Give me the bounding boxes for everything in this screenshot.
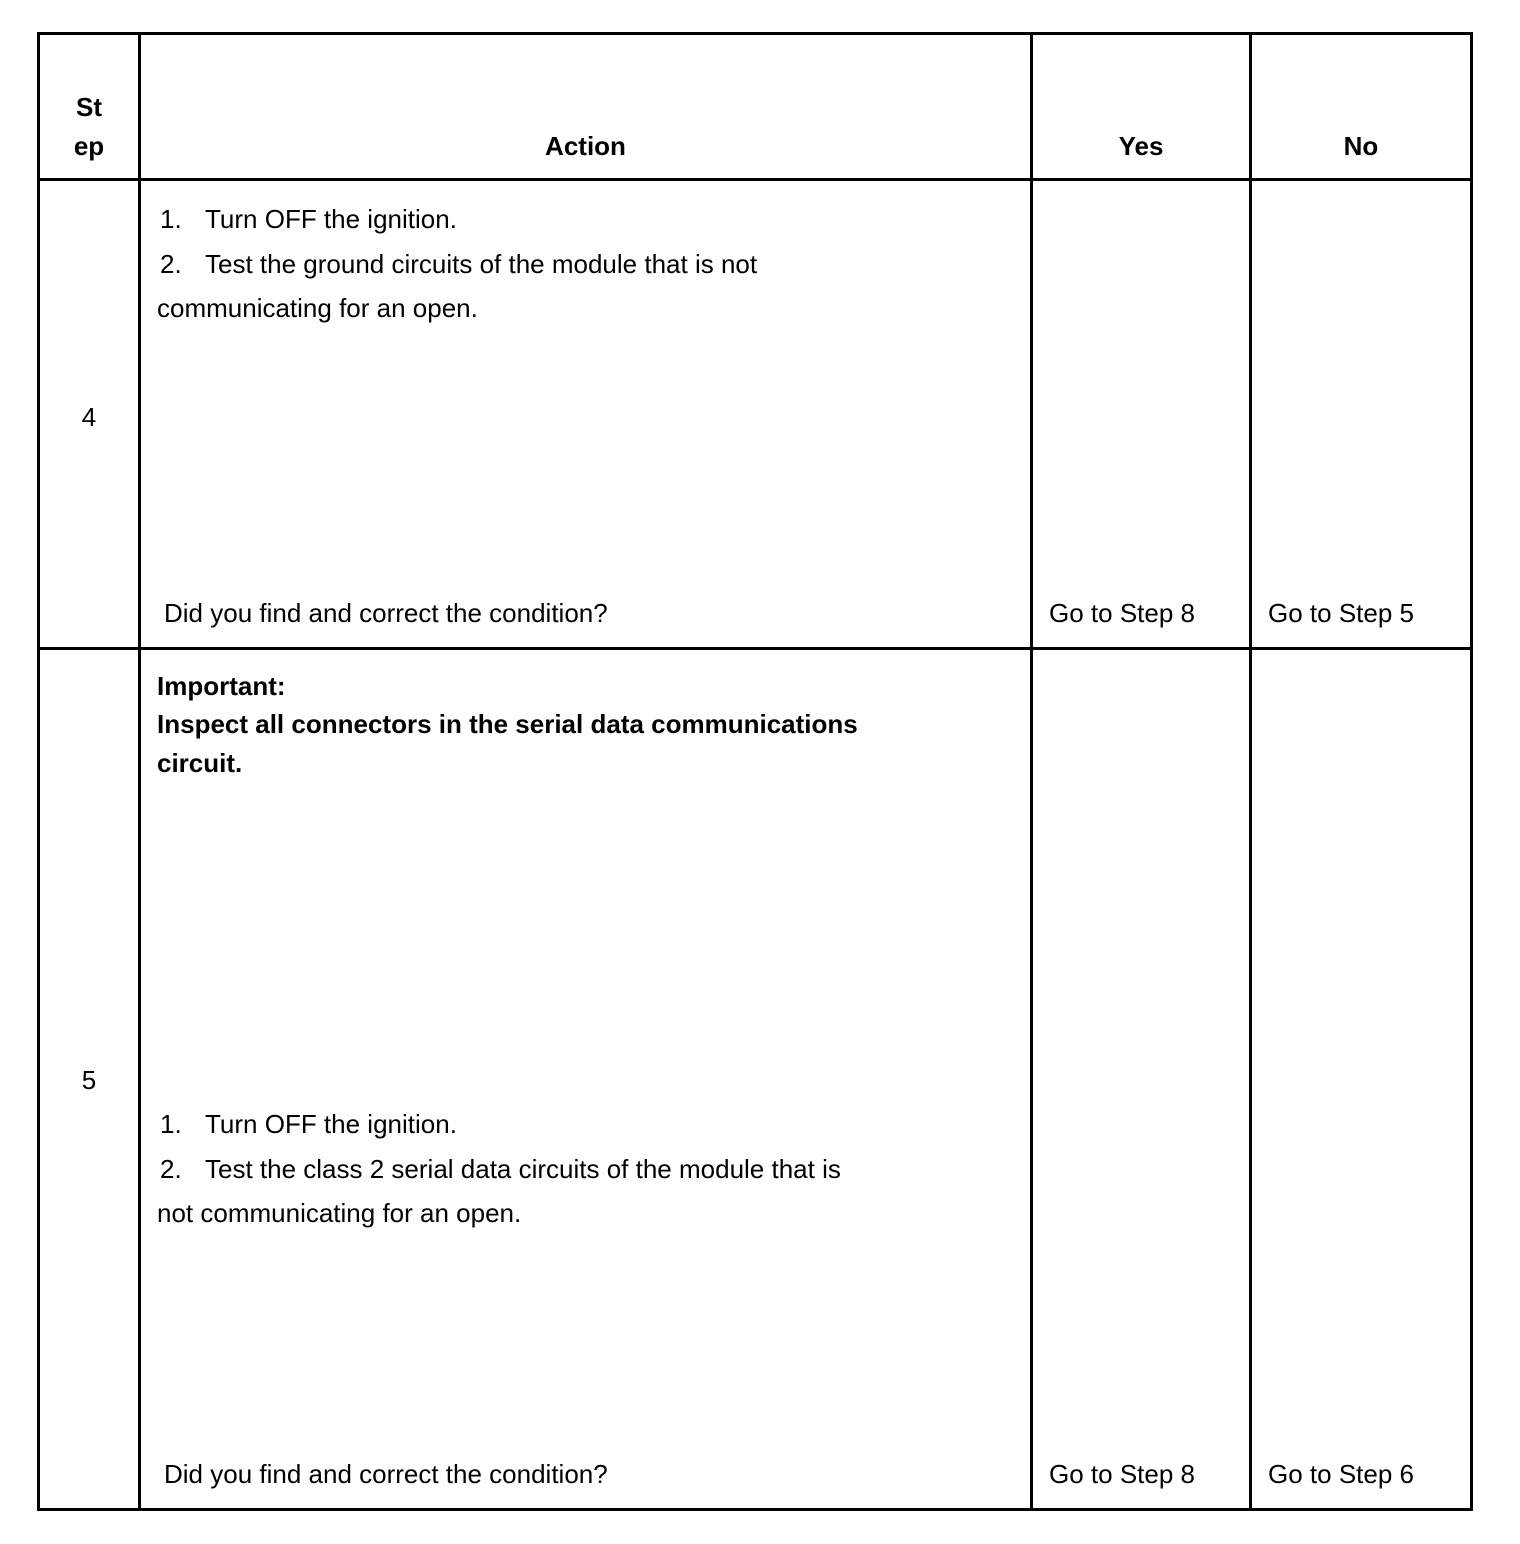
- list-item-text: Turn OFF the ignition.: [205, 204, 457, 234]
- step-number: 5: [81, 1065, 97, 1095]
- no-result: Go to Step 6: [1268, 1459, 1414, 1489]
- header-action: Action: [545, 131, 626, 161]
- column-divider-action: [1030, 32, 1033, 1511]
- header-step-line1: St: [76, 92, 102, 122]
- list-item-continuation: communicating for an open.: [157, 293, 478, 323]
- list-item-number: 1.: [160, 204, 182, 234]
- row-divider: [37, 647, 1473, 650]
- table-border-left: [37, 32, 40, 1511]
- no-result: Go to Step 5: [1268, 598, 1414, 628]
- table-border-top: [37, 32, 1473, 35]
- list-item-text: Test the class 2 serial data circuits of the module that is: [205, 1154, 841, 1184]
- table-border-right: [1470, 32, 1473, 1511]
- table-border-bottom: [37, 1508, 1473, 1511]
- column-divider-yes: [1249, 32, 1252, 1511]
- yes-result: Go to Step 8: [1049, 598, 1195, 628]
- list-item-number: 2.: [160, 249, 182, 279]
- yes-result: Go to Step 8: [1049, 1459, 1195, 1489]
- list-item-text: Turn OFF the ignition.: [205, 1109, 457, 1139]
- important-label: Important:: [157, 671, 286, 701]
- list-item-continuation: not communicating for an open.: [157, 1198, 522, 1228]
- header-divider: [37, 178, 1473, 181]
- condition-question: Did you find and correct the condition?: [164, 1459, 608, 1489]
- step-number: 4: [81, 402, 97, 432]
- condition-question: Did you find and correct the condition?: [164, 598, 608, 628]
- list-item-number: 2.: [160, 1154, 182, 1184]
- list-item-text: Test the ground circuits of the module that is not: [205, 249, 758, 279]
- header-no: No: [1343, 131, 1379, 161]
- important-note: Inspect all connectors in the serial data communications: [157, 709, 858, 739]
- list-item-number: 1.: [160, 1109, 182, 1139]
- important-note-continuation: circuit.: [157, 748, 243, 778]
- header-yes: Yes: [1118, 131, 1164, 161]
- column-divider-step: [138, 32, 141, 1511]
- header-step-line2: ep: [73, 131, 105, 161]
